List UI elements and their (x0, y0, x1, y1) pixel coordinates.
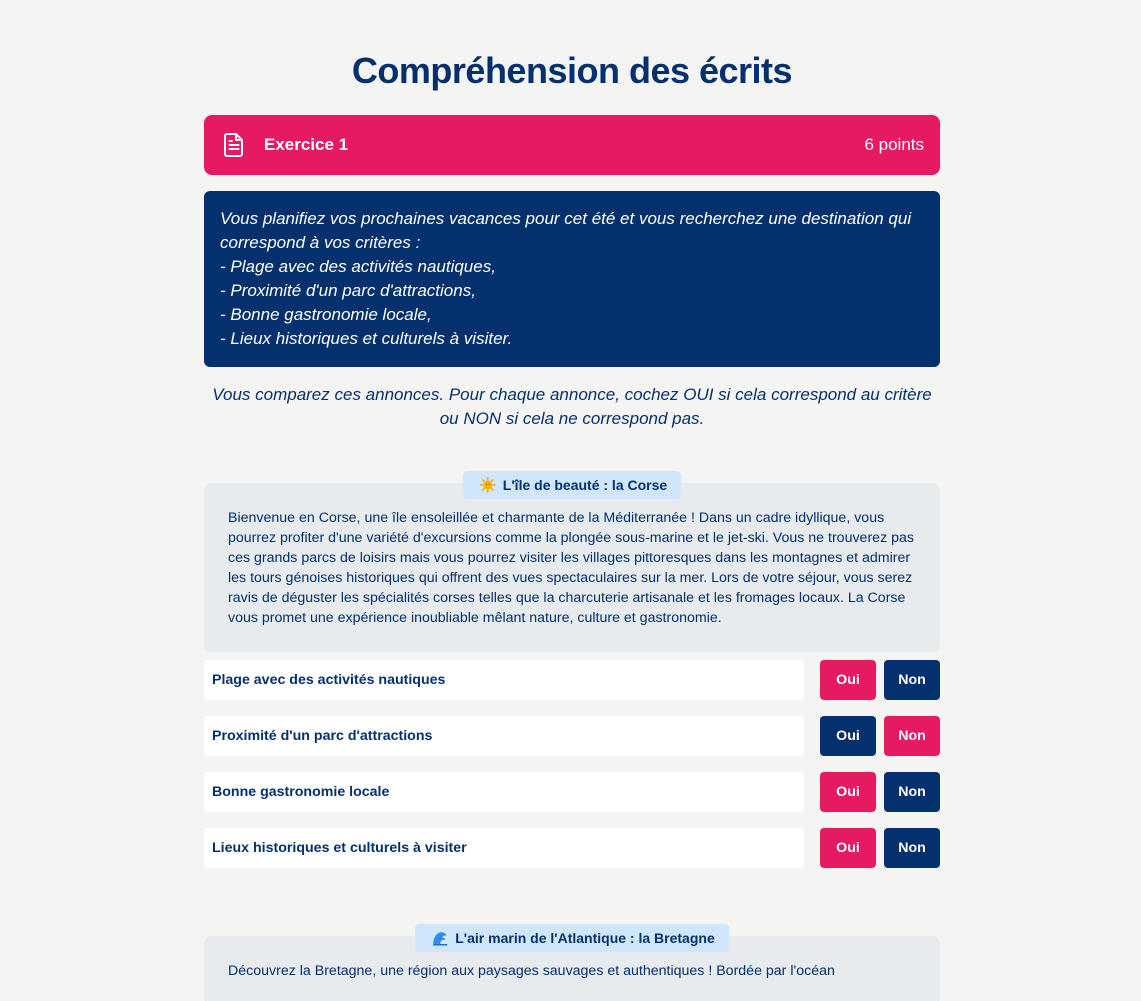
criterion-label: Bonne gastronomie locale (204, 772, 804, 812)
ad-tag (463, 471, 681, 499)
document-icon (222, 132, 246, 158)
criterion-label: Lieux historiques et culturels à visiter (204, 828, 804, 868)
instructions-subline: Vous comparez ces annonces. Pour chaque annonce, cochez OUI si cela correspond au critère ou NON si cela ne correspond pas. (212, 385, 932, 428)
page-title: Compréhension des écrits (351, 50, 793, 91)
non-button[interactable]: Non (884, 772, 940, 812)
page-container (204, 50, 940, 1001)
ad-body: Bienvenue en Corse, une île ensoleillée et charmante de la Méditerranée ! Dans un cadre idyllique, vous pourrez profiter d'une variété d'excursions comme la plongée sous-marine et le jet-ski. Vous ne trouverez pas ces grands parcs de loisirs mais vous pourrez visiter les villages pittoresques dans les montagnes et admirer les tours génoises historiques qui offrent des vues spectaculaires sur la mer. Lors de votre séjour, vous serez ravis de déguster les spécialités corses telles que la charcuterie artisanale et les fromages locaux. La Corse vous promet une expérience inoubliable mêlant nature, culture et gastronomie. (204, 483, 940, 652)
ad-card-corse (204, 477, 940, 868)
non-button[interactable]: Non (884, 828, 940, 868)
criterion-row (204, 828, 940, 868)
criterion-label: Proximité d'un parc d'attractions (204, 716, 804, 756)
exercise-header (204, 115, 940, 175)
instructions-criterion: - Plage avec des activités nautiques, (220, 257, 496, 276)
criterion-row (204, 772, 940, 812)
ad-body: Découvrez la Bretagne, une région aux paysages sauvages et authentiques ! Bordée par l'océan (204, 936, 940, 1001)
instructions-criterion: - Lieux historiques et culturels à visiter. (220, 329, 513, 348)
instructions-criterion: - Bonne gastronomie locale, (220, 305, 432, 324)
exercise-points: 6 points (864, 135, 924, 154)
wave-icon (432, 930, 448, 946)
ad-tag-label: L'air marin de l'Atlantique : la Bretagne (455, 930, 715, 946)
criterion-row (204, 660, 940, 700)
criterion-row (204, 716, 940, 756)
non-button[interactable]: Non (884, 660, 940, 700)
oui-button[interactable]: Oui (820, 660, 876, 700)
oui-button[interactable]: Oui (820, 716, 876, 756)
exercise-title: Exercice 1 (264, 135, 349, 154)
criterion-label: Plage avec des activités nautiques (204, 660, 804, 700)
instructions-criterion: - Proximité d'un parc d'attractions, (220, 281, 476, 300)
instructions-panel (204, 191, 940, 367)
non-button[interactable]: Non (884, 716, 940, 756)
ad-tag (415, 924, 729, 952)
sun-icon (480, 477, 496, 493)
criteria-list (204, 660, 940, 868)
oui-button[interactable]: Oui (820, 828, 876, 868)
instructions-intro: Vous planifiez vos prochaines vacances pour cet été et vous recherchez une destination qui correspond à vos critères : (220, 209, 912, 252)
ad-card-bretagne (204, 930, 940, 1001)
ad-tag-label: L'île de beauté : la Corse (502, 477, 668, 493)
oui-button[interactable]: Oui (820, 772, 876, 812)
